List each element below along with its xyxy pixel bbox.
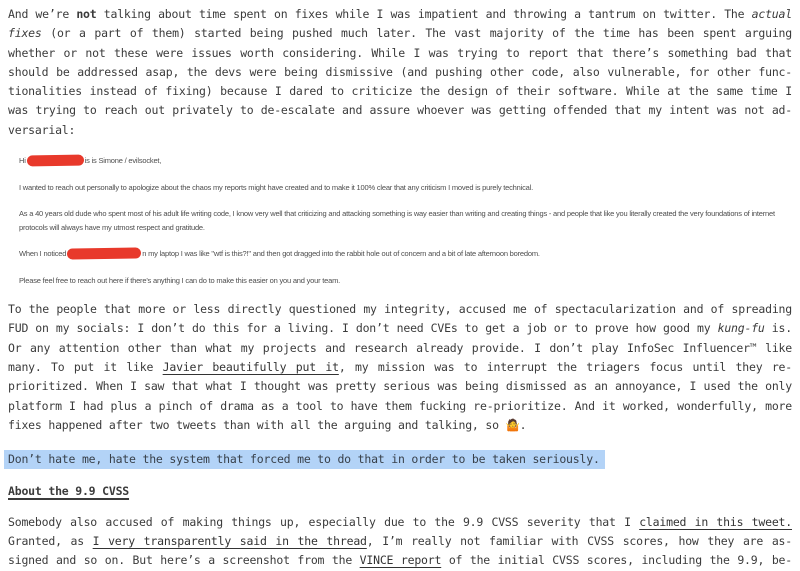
text-run: fixes happened after two tweets than with all the arguing and talking, so <box>8 417 506 432</box>
text-run: I wanted to reach out personally to apologize about the chaos my reports might have created and to make it 100% clear that any criticism I moved is purely technical. <box>19 182 533 192</box>
text-run: kung-fu <box>717 321 765 336</box>
text-run: . <box>519 417 527 432</box>
paragraph-cvss <box>8 513 792 571</box>
text-line <box>8 121 792 140</box>
text-line <box>8 377 792 396</box>
text-run: Granted, as <box>8 534 93 549</box>
shrug-emoji: 🤷 <box>505 417 520 432</box>
text-line <box>8 44 792 63</box>
text-run: whether or not these were issues worth considering. While I was trying to report that there’s something bad that <box>8 45 792 60</box>
link-said-in-the-thread[interactable]: I very transparently said in the thread <box>92 534 367 549</box>
highlighted-sentence: Don’t hate me, hate the system that forced me to do that in order to be taken seriously. <box>4 450 605 469</box>
text-line <box>8 319 792 338</box>
text-run: prioritized. When I saw that what I thought was pretty serious was being dismissed as an annoyance, I used the only <box>8 379 792 394</box>
text-run: , my mission was to interrupt the triagers focus until they re- <box>338 359 793 374</box>
paragraph-fixes <box>8 5 792 140</box>
text-run: is is Simone / evilsocket, <box>84 156 162 166</box>
email-paragraph <box>19 207 792 234</box>
text-run: Or any attention other than what my projects and research already provide. I don’t play InfoSec Influencer™ like <box>8 340 792 355</box>
text-run: (or a part of them) started being pushed much later. The vast majority of the time has been spent arguing <box>41 26 792 41</box>
email-paragraph <box>19 181 792 195</box>
text-line <box>8 82 792 101</box>
email-paragraph <box>19 247 792 261</box>
text-run: And we’re <box>8 7 77 21</box>
text-run: is. <box>764 321 792 336</box>
text-run: Somebody also accused of making things up, especially due to the 9.9 CVSS severity that I <box>8 514 640 529</box>
text-line <box>8 358 792 377</box>
text-line <box>8 397 792 416</box>
text-run: platform I had plus a pinch of drama as a tool to have them fucking re-prioritize. And it worked, wonderfully, more <box>8 398 792 413</box>
redaction-mark <box>67 247 141 259</box>
text-line <box>8 339 792 358</box>
email-screenshot-quote <box>19 154 792 287</box>
text-line <box>8 5 792 24</box>
text-run: n my laptop I was like "wtf is this?!" and then got dragged into the rabbit hole out of concern and a bit of late afternoon boredom. <box>142 249 540 259</box>
text-run: FUD on my socials: I don’t do this for a living. I don’t need CVEs to get a job or to prove how good my <box>8 321 718 336</box>
text-line <box>8 513 792 532</box>
link-javier-beautifully-put-it[interactable]: Javier beautifully put it <box>162 359 339 374</box>
text-line <box>8 416 792 435</box>
text-run: actual <box>751 7 792 21</box>
text-run: signed and so on. But here’s a screenshot from the <box>8 553 360 568</box>
text-run: not <box>76 7 97 21</box>
paragraph-integrity <box>8 300 792 435</box>
text-line <box>8 101 792 120</box>
text-line <box>8 63 792 82</box>
email-paragraph <box>19 274 792 288</box>
text-line <box>8 551 792 570</box>
text-run: When I noticed <box>19 249 67 259</box>
text-run: was trying to reach out privately to de-escalate and assure whoever was getting offended that my intent was not ad- <box>8 103 792 118</box>
text-run: To the people that more or less directly questioned my integrity, accused me of spectacularization and of spreading <box>8 302 792 317</box>
text-line <box>8 24 792 43</box>
email-paragraph <box>19 154 792 168</box>
text-run: versarial: <box>8 122 76 137</box>
text-line <box>8 532 792 551</box>
section-heading-cvss: About the 9.9 CVSS <box>8 484 130 499</box>
text-run: tionalities instead of fixing) because I dared to criticize the design of their software. While at the same time I <box>8 84 792 99</box>
redaction-mark <box>27 154 84 166</box>
text-run: , I’m really not familiar with CVSS scores, how they are as- <box>366 534 792 549</box>
highlighted-paragraph <box>8 450 792 469</box>
text-run: talking about time spent on fixes while I was impatient and throwing a tantrum on twitter. The <box>96 7 752 21</box>
text-run: should be addressed asap, the devs were being dismissive (and pushing other code, also vulnerable, for other func- <box>8 64 792 79</box>
text-run: fixes <box>8 26 42 41</box>
text-run: many. To put it like <box>8 359 163 374</box>
text-run: of the initial CVSS scores, including the 9.9, be- <box>441 553 792 568</box>
link-claimed-in-this-tweet[interactable]: claimed in this tweet. <box>639 514 793 529</box>
text-run: Please feel free to reach out here if there's anything I can do to make this easier on you and your team. <box>19 275 341 285</box>
text-run: Hi <box>19 156 26 166</box>
text-line <box>8 300 792 319</box>
text-run: As a 40 years old dude who spent most of his adult life writing code, I know very well that criticizing and attacking something is way easier than writing and creating things - and people that like you literally created the very foundations of internet protocols will always have my utmost respect and gratitude. <box>19 209 775 232</box>
link-vince-report[interactable]: VINCE report <box>359 553 442 568</box>
